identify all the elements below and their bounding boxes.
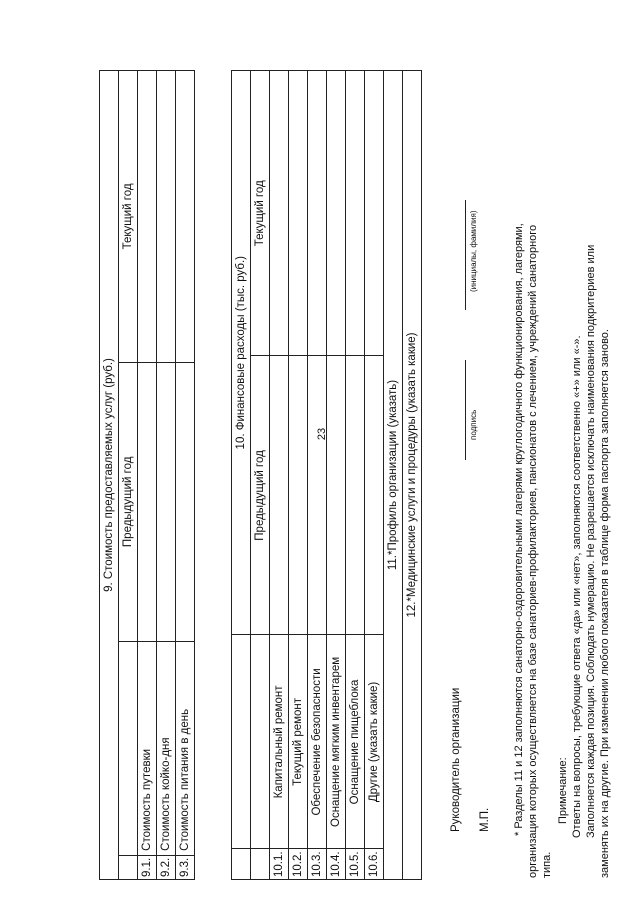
- table-section-10: [231, 70, 422, 880]
- stamp-label: М.П.: [479, 807, 491, 832]
- section-12-title: 12.*Медицинские услуги и процедуры (указать какие): [403, 71, 422, 880]
- table-row: 10.1. Капитальный ремонт: [270, 71, 289, 880]
- footnote-line-3: типа.: [541, 851, 553, 878]
- footnote-line-1: * Разделы 11 и 12 заполняются санаторно-оздоровительными лагерями круглогодичного функционирования, лагерями,: [513, 223, 525, 836]
- head-of-organization-label: Руководитель организации: [450, 687, 462, 832]
- note-line-3: заменять их на другие. При изменении любого показателя в таблице форма паспорта заполняется заново.: [599, 329, 611, 878]
- note-title: Примечание:: [557, 757, 569, 824]
- table-row: 9.3. Стоимость питания в день: [176, 71, 195, 880]
- table-row: 10.4. Оснащение мягким инвентарем: [327, 71, 346, 880]
- section-11-title: 11.*Профиль организации (указать): [384, 71, 403, 880]
- section-10-col-curr: Текущий год: [251, 71, 270, 356]
- initials-caption: (инициалы, фамилия): [469, 210, 478, 292]
- signature-caption: подпись: [469, 409, 478, 440]
- table-row: 9.1. Стоимость путевки: [138, 71, 157, 880]
- section-10-col-prev: Предыдущий год: [251, 356, 270, 635]
- table-row: 9.2. Стоимость койко-дня: [157, 71, 176, 880]
- table-row: 10.3. Обеспечение безопасности: [308, 71, 327, 880]
- table-section-9: [99, 70, 195, 880]
- footnote-line-2: организация которых осуществляется на базе санаториев-профилакториев, пансионатов с лечением, учреждений санаторного: [527, 224, 539, 878]
- signature-line: [465, 360, 466, 460]
- section-10-title: 10. Финансовые расходы (тыс. руб.): [232, 71, 251, 635]
- page-number: 23: [316, 427, 329, 441]
- table-row: 10.5. Оснащение пищеблока: [346, 71, 365, 880]
- section-9-col-prev: Предыдущий год: [119, 362, 138, 641]
- initials-line: [465, 200, 466, 310]
- rotated-page: [45, 40, 611, 880]
- note-line-2: Заполняется каждая позиция. Соблюдать нумерацию. Не разрешается исключать наименования подкритериев или: [585, 244, 597, 838]
- section-9-title: 9. Стоимость предоставляемых услуг (руб.): [100, 71, 119, 880]
- table-row: 10.2. Текущий ремонт: [289, 71, 308, 880]
- section-9-col-curr: Текущий год: [119, 71, 138, 363]
- note-line-1: Ответы на вопросы, требующие ответа «да» или «нет», заполняются соответственно «+» или «-».: [571, 335, 583, 838]
- table-row: 10.6. Другие (указать какие): [365, 71, 384, 880]
